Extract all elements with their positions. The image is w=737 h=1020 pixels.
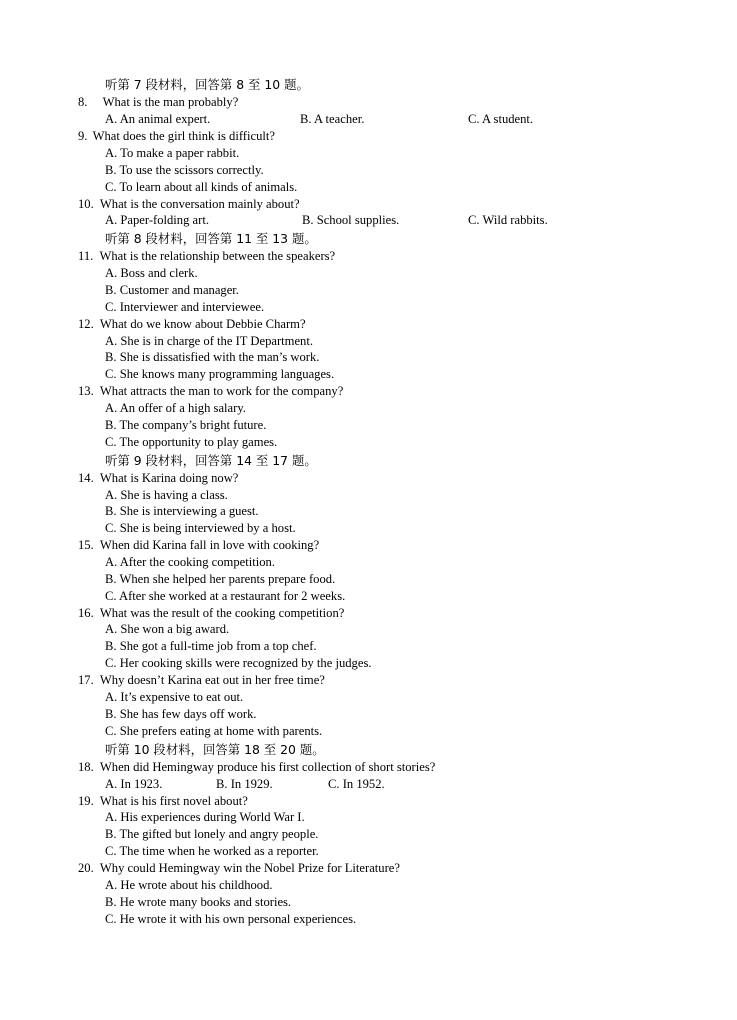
option: B. The company’s bright future. [105,418,267,432]
option: B. She got a full-time job from a top chef. [105,639,317,653]
option: C. The time when he worked as a reporter. [105,844,319,858]
option: B. She is interviewing a guest. [105,504,259,518]
question-10 [78,197,300,212]
option: A. An offer of a high salary. [105,401,246,415]
option: A. She won a big award. [105,622,230,636]
section-heading: 听第 10 段材料，回答第 18 至 20 题。 [105,742,325,757]
option: A. He wrote about his childhood. [105,878,273,892]
option: B. School supplies. [302,213,400,227]
question-19 [78,794,248,809]
question-number: 11. [78,249,94,263]
option: A. It’s expensive to eat out. [105,690,244,704]
option: A. In 1923. [105,777,163,791]
option: B. When she helped her parents prepare food. [105,572,336,586]
question-number: 10. [78,197,94,211]
question-text: When did Karina fall in love with cooking? [99,538,320,552]
question-13 [78,384,343,399]
option: B. A teacher. [300,112,365,126]
question-text: What is the relationship between the speakers? [99,249,336,263]
option: A. An animal expert. [105,112,211,126]
question-8 [78,95,238,110]
option: C. Wild rabbits. [468,213,548,227]
option: A. His experiences during World War I. [105,810,305,824]
option: A. Paper-folding art. [105,213,209,227]
question-16 [78,606,344,621]
question-number: 8. [78,95,88,109]
question-number: 19. [78,794,94,808]
option: C. She is being interviewed by a host. [105,521,296,535]
question-18 [78,760,435,775]
question-17 [78,673,325,688]
question-text: What was the result of the cooking competition? [99,606,345,620]
section-heading: 听第 8 段材料，回答第 11 至 13 题。 [105,231,317,246]
question-14 [78,471,238,486]
question-9 [78,129,275,144]
option: C. She prefers eating at home with parents. [105,724,323,738]
option: C. After she worked at a restaurant for 2 weeks. [105,589,346,603]
question-text: What is the conversation mainly about? [99,197,300,211]
question-number: 14. [78,471,94,485]
question-number: 17. [78,673,94,687]
question-text: What is the man probably? [102,95,239,109]
question-text: What is his first novel about? [99,794,248,808]
option: B. He wrote many books and stories. [105,895,292,909]
question-text: Why doesn’t Karina eat out in her free time? [99,673,325,687]
option: B. To use the scissors correctly. [105,163,264,177]
option: A. After the cooking competition. [105,555,275,569]
question-15 [78,538,319,553]
question-number: 13. [78,384,94,398]
question-20 [78,861,400,876]
question-text: When did Hemingway produce his first collection of short stories? [99,760,436,774]
option: A. Boss and clerk. [105,266,198,280]
option: C. She knows many programming languages. [105,367,335,381]
section-heading: 听第 7 段材料，回答第 8 至 10 题。 [105,77,309,92]
question-text: What attracts the man to work for the company? [99,384,344,398]
option: C. The opportunity to play games. [105,435,278,449]
question-number: 12. [78,317,94,331]
section-heading: 听第 9 段材料，回答第 14 至 17 题。 [105,453,317,468]
option: B. Customer and manager. [105,283,239,297]
option: C. He wrote it with his own personal experiences. [105,912,357,926]
option: A. She is having a class. [105,488,228,502]
question-text: What do we know about Debbie Charm? [99,317,306,331]
option: C. Her cooking skills were recognized by the judges. [105,656,372,670]
question-number: 18. [78,760,94,774]
question-number: 9. [78,129,88,143]
question-number: 16. [78,606,94,620]
question-number: 20. [78,861,94,875]
question-number: 15. [78,538,94,552]
question-text: What is Karina doing now? [99,471,239,485]
question-text: Why could Hemingway win the Nobel Prize for Literature? [99,861,400,875]
option: C. A student. [468,112,534,126]
option: A. She is in charge of the IT Department. [105,334,313,348]
question-11 [78,249,335,264]
option: B. She is dissatisfied with the man’s work. [105,350,320,364]
option: A. To make a paper rabbit. [105,146,240,160]
option: C. To learn about all kinds of animals. [105,180,298,194]
option: C. Interviewer and interviewee. [105,300,265,314]
option: C. In 1952. [328,777,385,791]
option: B. The gifted but lonely and angry people. [105,827,319,841]
question-12 [78,317,306,332]
option: B. In 1929. [216,777,273,791]
option: B. She has few days off work. [105,707,257,721]
question-text: What does the girl think is difficult? [92,129,275,143]
